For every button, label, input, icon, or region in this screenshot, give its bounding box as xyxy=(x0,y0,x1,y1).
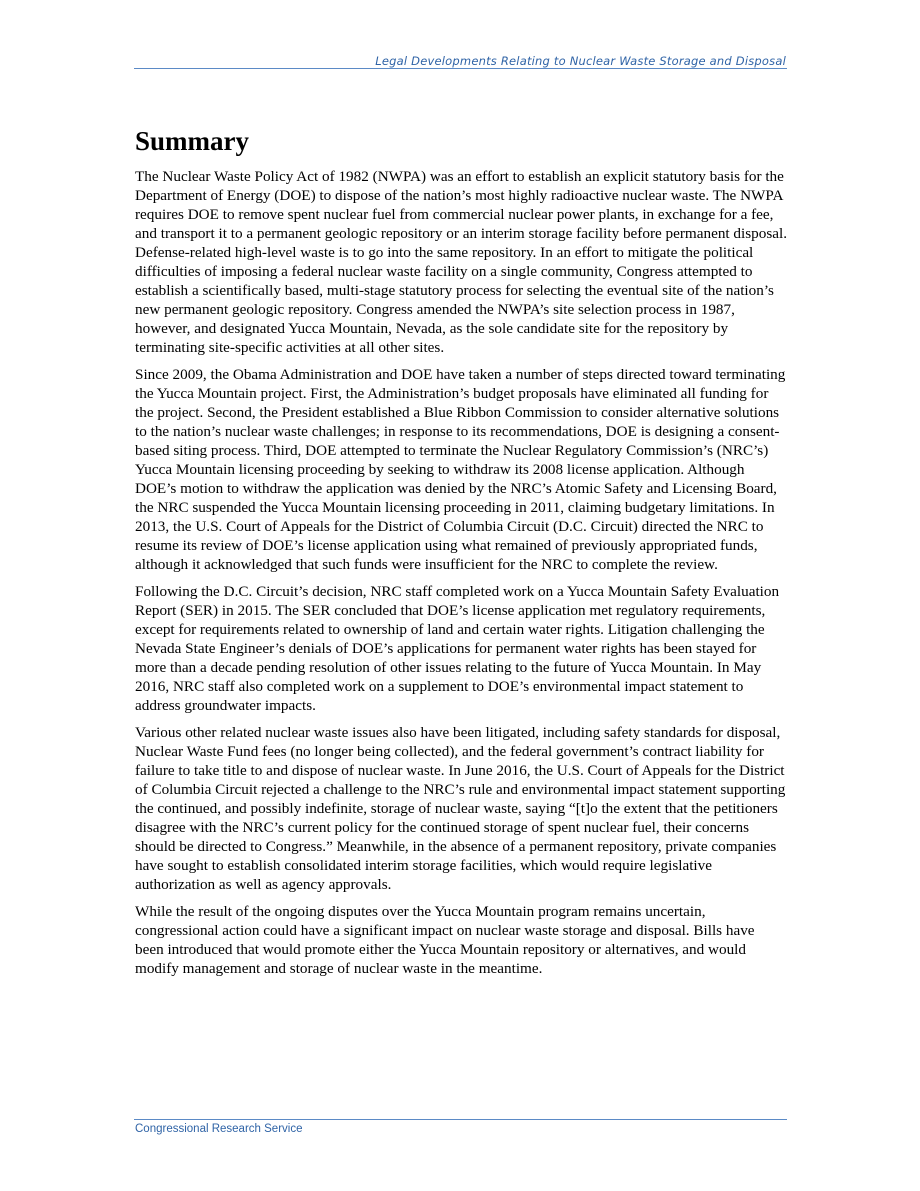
header-rule xyxy=(134,68,787,69)
paragraph: The Nuclear Waste Policy Act of 1982 (NWPA) was an effort to establish an explicit statutory basis for the Department of Energy (DOE) to dispose of the nation’s most highly radioactive nuclear waste. The NWPA requires DOE to remove spent nuclear fuel from commercial nuclear power plants, in exchange for a fee, and transport it to a permanent geologic repository or an interim storage facility before permanent disposal. Defense-related high-level waste is to go into the same repository. In an effort to mitigate the political difficulties of imposing a federal nuclear waste facility on a single community, Congress attempted to establish a scientifically based, multi-stage statutory process for selecting the eventual site of the nation’s new permanent geologic repository. Congress amended the NWPA’s site selection process in 1987, however, and designated Yucca Mountain, Nevada, as the sole candidate site for the repository by terminating site-specific activities at all other sites. xyxy=(135,168,788,357)
footer-publisher: Congressional Research Service xyxy=(135,1123,303,1135)
running-header: Legal Developments Relating to Nuclear Waste Storage and Disposal xyxy=(375,54,786,68)
paragraph: Since 2009, the Obama Administration and DOE have taken a number of steps directed toward terminating the Yucca Mountain project. First, the Administration’s budget proposals have eliminated all funding for the project. Second, the President established a Blue Ribbon Commission to consider alternative solutions to the nation’s nuclear waste challenges; in response to its recommendations, DOE is designing a consent-based siting process. Third, DOE attempted to terminate the Nuclear Regulatory Commission’s (NRC’s) Yucca Mountain licensing proceeding by seeking to withdraw its 2008 license application. Although DOE’s motion to withdraw the application was denied by the NRC’s Atomic Safety and Licensing Board, the NRC suspended the Yucca Mountain licensing proceeding in 2011, claiming budgetary limitations. In 2013, the U.S. Court of Appeals for the District of Columbia Circuit (D.C. Circuit) directed the NRC to resume its review of DOE’s license application using what remained of previously appropriated funds, although it acknowledged that such funds were insufficient for the NRC to complete the review. xyxy=(135,365,786,574)
paragraph: While the result of the ongoing disputes over the Yucca Mountain program remains uncertain, congressional action could have a significant impact on nuclear waste storage and disposal. Bills have been introduced that would promote either the Yucca Mountain repository or alternatives, and would modify management and storage of nuclear waste in the meantime. xyxy=(135,902,755,977)
paragraph: Various other related nuclear waste issues also have been litigated, including safety standards for disposal, Nuclear Waste Fund fees (no longer being collected), and the federal government’s contract liability for failure to take title to and dispose of nuclear waste. In June 2016, the U.S. Court of Appeals for the District of Columbia Circuit rejected a challenge to the NRC’s rule and environmental impact statement supporting the continued, and possibly indefinite, storage of nuclear waste, saying “[t]o the extent that the petitioners disagree with the NRC’s current policy for the continued storage of spent nuclear fuel, their concerns should be directed to Congress.” Meanwhile, in the absence of a permanent repository, private companies have sought to establish consolidated interim storage facilities, which would require legislative authorization as well as agency approvals. xyxy=(135,723,786,894)
section-title: Summary xyxy=(135,126,249,156)
footer-rule xyxy=(134,1119,787,1120)
paragraph: Following the D.C. Circuit’s decision, NRC staff completed work on a Yucca Mountain Safety Evaluation Report (SER) in 2015. The SER concluded that DOE’s license application met regulatory requirements, except for requirements related to ownership of land and certain water rights. Litigation challenging the Nevada State Engineer’s denials of DOE’s applications for permanent water rights has been stayed for more than a decade pending resolution of other issues relating to the future of Yucca Mountain. In May 2016, NRC staff also completed work on a supplement to DOE’s environmental impact statement to address groundwater impacts. xyxy=(135,582,780,715)
summary-body xyxy=(135,167,787,985)
